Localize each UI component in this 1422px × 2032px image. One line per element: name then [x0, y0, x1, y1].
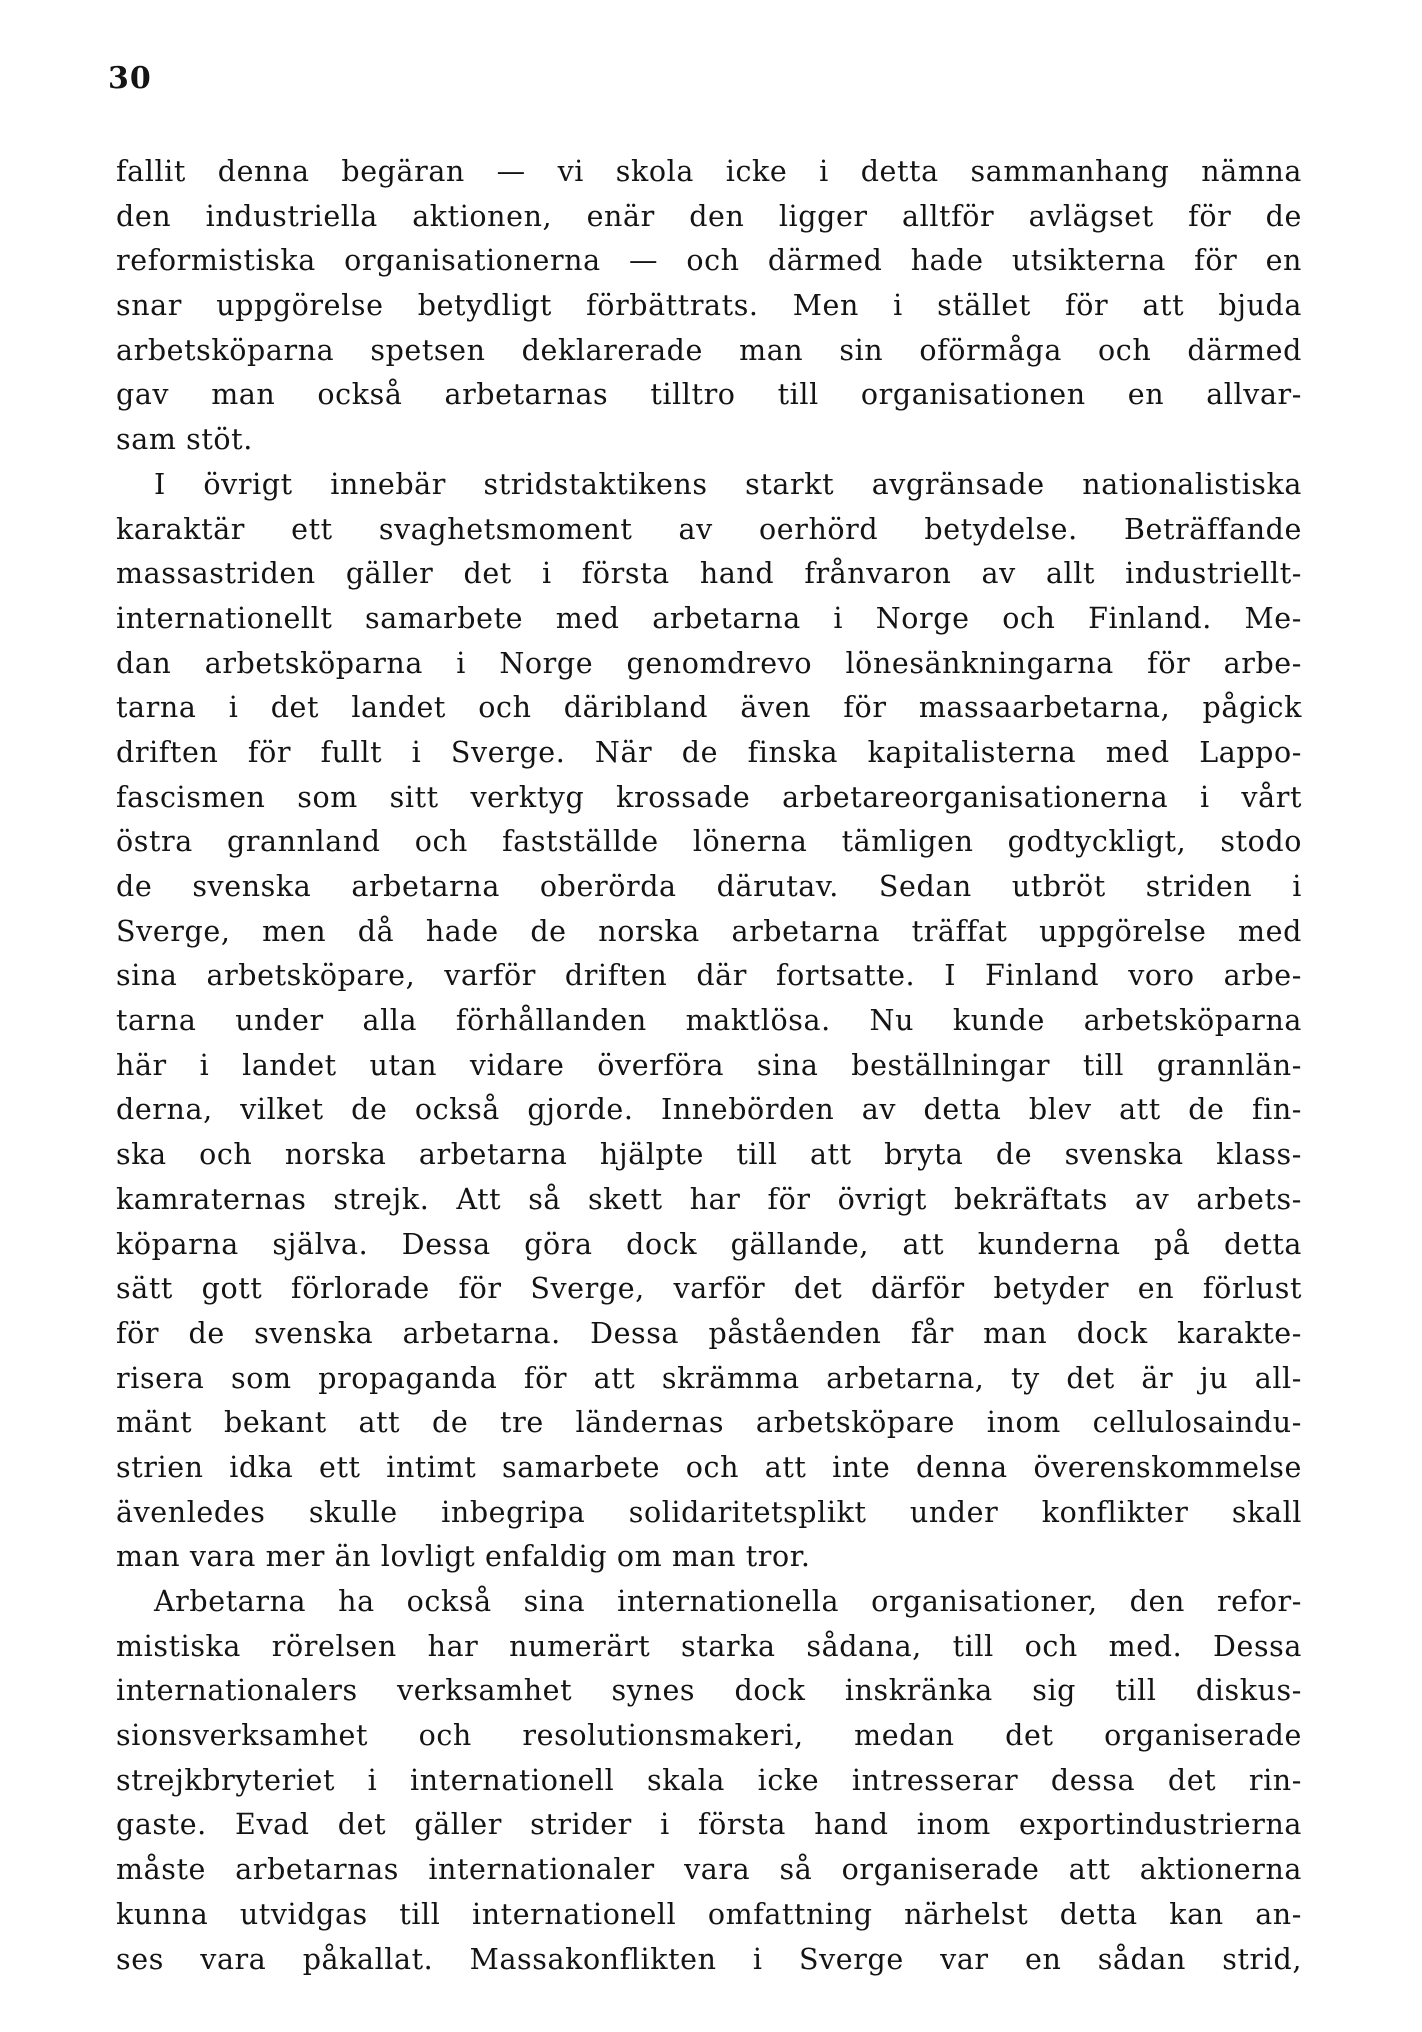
text-line: mänt bekant att de tre ländernas arbetsköpare inom cellulosaindu- [116, 1406, 1302, 1440]
text-line: tarna under alla förhållanden maktlösa. Nu kunde arbetsköparna [116, 1004, 1302, 1038]
text-line: driften för fullt i Sverge. När de finska kapitalisterna med Lappo- [116, 735, 1302, 769]
text-line: ävenledes skulle inbegripa solidaritetsplikt under konflikter skall [116, 1495, 1302, 1529]
body-text [116, 150, 1302, 1982]
text-line: den industriella aktionen, enär den ligger alltför avlägset för de [116, 199, 1302, 233]
paragraph-start-line: I övrigt innebär stridstaktikens starkt avgränsade nationalistiska [154, 467, 1302, 501]
text-line: snar uppgörelse betydligt förbättrats. Men i stället för att bjuda [116, 289, 1302, 323]
text-line: ses vara påkallat. Massakonflikten i Sverge var en sådan strid, [116, 1942, 1302, 1976]
text-line: fallit denna begäran — vi skola icke i detta sammanhang nämna [116, 155, 1302, 188]
text-line: sam stöt. [116, 423, 253, 457]
text-line: Sverge, men då hade de norska arbetarna träffat uppgörelse med [116, 914, 1302, 948]
text-line: karaktär ett svaghetsmoment av oerhörd betydelse. Beträffande [116, 512, 1302, 546]
text-line: arbetsköparna spetsen deklarerade man sin oförmåga och därmed [116, 333, 1302, 367]
text-line: här i landet utan vidare överföra sina beställningar till grannlän- [116, 1048, 1302, 1082]
text-line: kamraternas strejk. Att så skett har för övrigt bekräftats av arbets- [116, 1182, 1302, 1216]
text-line: sina arbetsköpare, varför driften där fortsatte. I Finland voro arbe- [116, 959, 1302, 993]
text-line: massastriden gäller det i första hand frånvaron av allt industriellt- [116, 557, 1302, 591]
text-line: internationellt samarbete med arbetarna i Norge och Finland. Me- [116, 601, 1302, 635]
text-line: måste arbetarnas internationaler vara så organiserade att aktionerna [116, 1853, 1302, 1887]
text-line: östra grannland och fastställde lönerna tämligen godtyckligt, stodo [116, 825, 1302, 859]
text-line: för de svenska arbetarna. Dessa påståenden får man dock karakte- [116, 1316, 1302, 1350]
text-line: man vara mer än lovligt enfaldig om man tror. [116, 1540, 811, 1574]
page-number: 30 [108, 61, 152, 96]
text-line: tarna i det landet och däribland även för massaarbetarna, pågick [116, 691, 1302, 725]
text-line: strejkbryteriet i internationell skala icke intresserar dessa det rin- [116, 1763, 1302, 1797]
text-line: dan arbetsköparna i Norge genomdrevo lönesänkningarna för arbe- [116, 646, 1302, 680]
text-line: gav man också arbetarnas tilltro till organisationen en allvar- [116, 378, 1302, 412]
text-line: risera som propaganda för att skrämma arbetarna, ty det är ju all- [116, 1361, 1302, 1395]
text-line: derna, vilket de också gjorde. Innebörden av detta blev att de fin- [116, 1093, 1302, 1127]
text-line: strien idka ett intimt samarbete och att inte denna överenskommelse [116, 1450, 1302, 1484]
text-line: internationalers verksamhet synes dock inskränka sig till diskus- [116, 1674, 1302, 1708]
text-line: sionsverksamhet och resolutionsmakeri, medan det organiserade [116, 1719, 1302, 1753]
text-line: de svenska arbetarna oberörda därutav. Sedan utbröt striden i [116, 870, 1302, 903]
text-line: sätt gott förlorade för Sverge, varför det därför betyder en förlust [116, 1272, 1302, 1306]
text-line: reformistiska organisationerna — och därmed hade utsikterna för en [116, 244, 1302, 278]
text-line: kunna utvidgas till internationell omfattning närhelst detta kan an- [116, 1897, 1302, 1931]
text-line: fascismen som sitt verktyg krossade arbetareorganisationerna i vårt [116, 780, 1302, 814]
text-line: gaste. Evad det gäller strider i första hand inom exportindustrierna [116, 1808, 1302, 1842]
text-line: ska och norska arbetarna hjälpte till att bryta de svenska klass- [116, 1138, 1302, 1172]
paragraph-start-line: Arbetarna ha också sina internationella organisationer, den refor- [154, 1585, 1302, 1618]
text-line: köparna själva. Dessa göra dock gällande, att kunderna på detta [116, 1227, 1302, 1261]
text-line: mistiska rörelsen har numerärt starka sådana, till och med. Dessa [116, 1629, 1302, 1663]
